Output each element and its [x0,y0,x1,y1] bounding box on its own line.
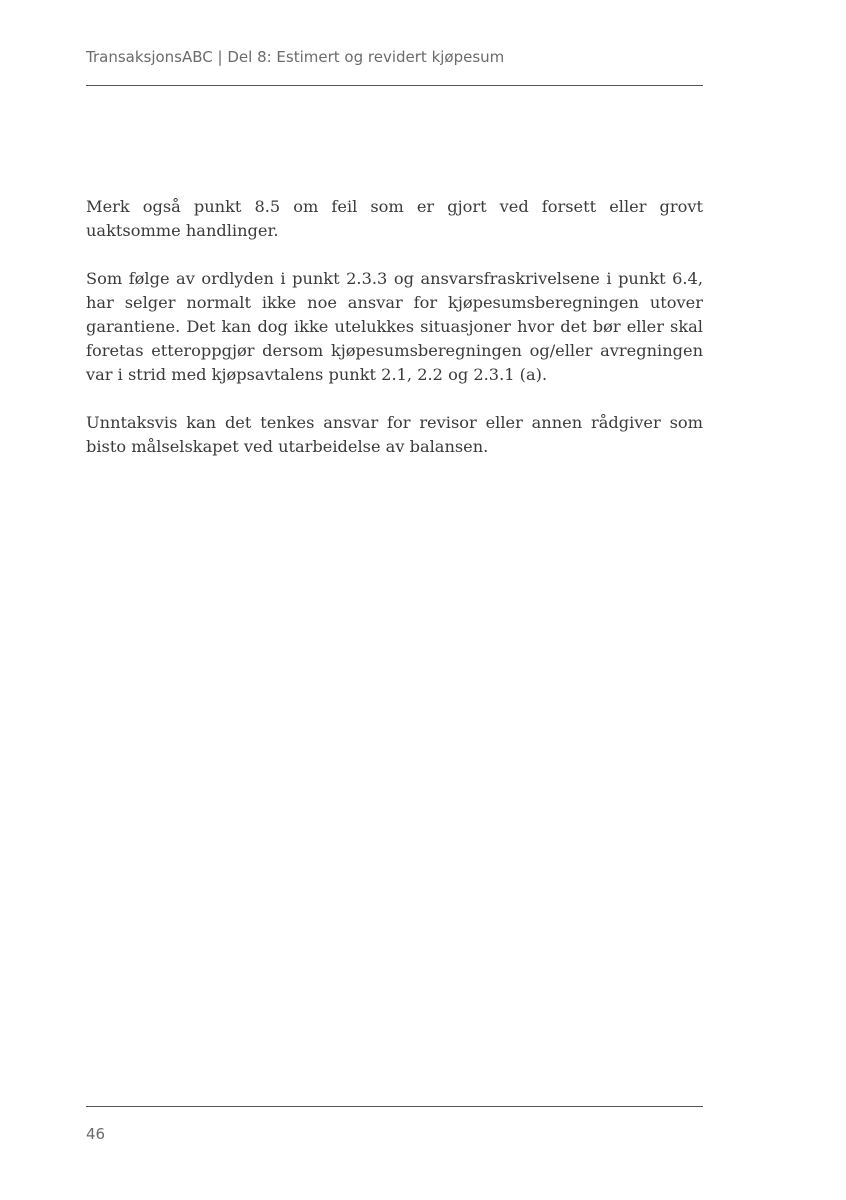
footer-divider [86,1106,703,1107]
header-divider [86,85,703,86]
running-header-title: TransaksjonsABC | Del 8: Estimert og revidert kjøpesum [86,48,505,66]
page-number: 46 [86,1125,106,1143]
body-paragraph: Merk også punkt 8.5 om feil som er gjort ved forsett eller grovt uaktsomme handlinger. [86,197,703,240]
body-text [86,195,703,483]
body-paragraph: Som følge av ordlyden i punkt 2.3.3 og ansvarsfraskrivelsene i punkt 6.4, har selger normalt ikke noe ansvar for kjøpesumsberegningen utover garantiene. Det kan dog ikke utelukkes situasjoner hvor det bør eller skal foretas etteroppgjør dersom kjøpesumsberegningen og/eller avregningen var i strid med kjøpsavtalens punkt 2.1, 2.2 og 2.3.1 (a). [86,269,703,384]
body-paragraph: Unntaksvis kan det tenkes ansvar for revisor eller annen rådgiver som bisto målselskapet ved utarbeidelse av balansen. [86,413,703,456]
